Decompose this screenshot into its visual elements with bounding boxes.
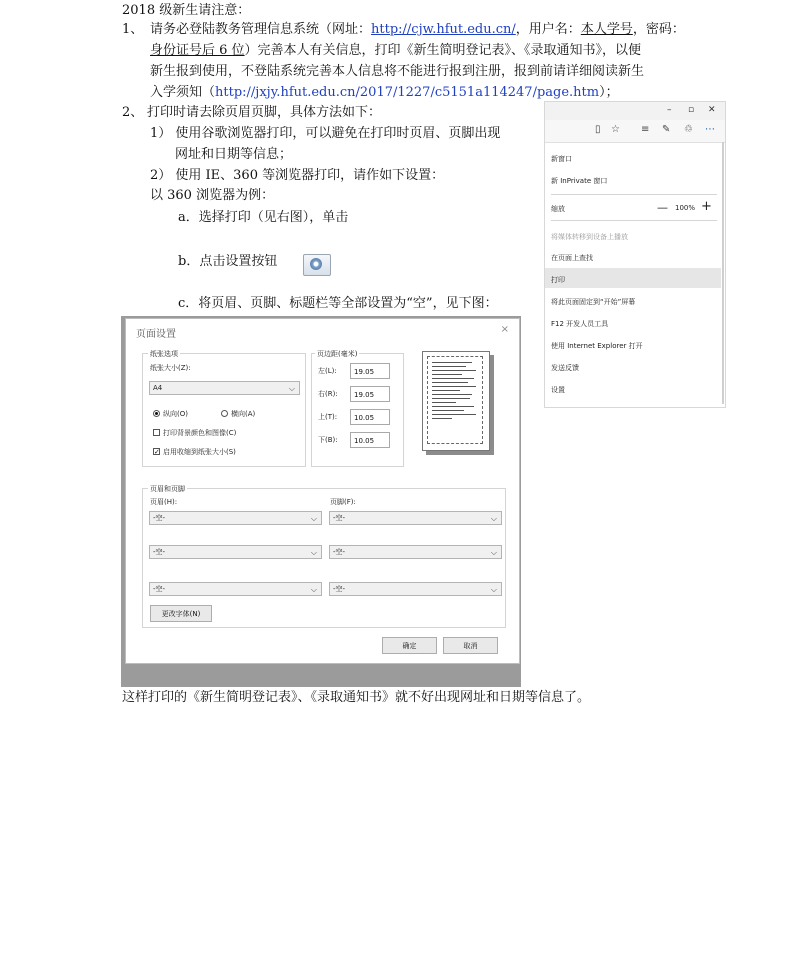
jwc-link[interactable]: http://cjw.hfut.edu.cn/ [371, 22, 516, 37]
menu-item-settings[interactable]: 设置 [551, 386, 565, 394]
item1-text-a: 请务必登陆教务管理信息系统（网址： [150, 22, 372, 37]
chevron-down-icon: ⌵ [490, 548, 497, 557]
step-a: a．选择打印（见右图），单击 [178, 210, 349, 225]
menu-item-cast: 将媒体转移到设备上播放 [551, 233, 628, 241]
preview-line [432, 414, 476, 415]
maximize-icon[interactable]: ▫ [688, 105, 695, 115]
dialog-title: 页面设置 [136, 329, 176, 340]
hub-icon[interactable]: ≡ [641, 124, 650, 135]
username-hint: 本人学号 [580, 22, 633, 37]
footer-label: 页脚(F): [330, 498, 356, 506]
zoom-in-icon[interactable]: + [701, 199, 712, 214]
notice-title: 2018 级新生请注意： [122, 3, 251, 18]
preview-margin-box [427, 356, 483, 444]
change-font-button[interactable]: 更改字体(N) [150, 605, 212, 622]
footer-value-1: -空- [333, 514, 346, 522]
item1-number: 1、 [122, 22, 144, 37]
margins-title: 页边距(毫米) [317, 350, 358, 358]
menu-toolbar [545, 120, 725, 143]
footer-select-2[interactable] [329, 545, 502, 559]
paper-size-value: A4 [153, 384, 163, 392]
footer-value-2: -空- [333, 548, 346, 556]
preview-line [432, 390, 460, 391]
item1-line1 [150, 22, 685, 38]
ok-button[interactable]: 确定 [382, 637, 437, 654]
shrink-checkbox[interactable]: ✓ [154, 448, 160, 456]
preview-line [432, 362, 472, 363]
minimize-icon[interactable]: – [667, 105, 672, 115]
preview-line [432, 374, 462, 375]
chevron-down-icon: ⌵ [310, 514, 317, 523]
right-margin-label: 右(R): [318, 390, 338, 398]
chevron-down-icon: ⌵ [490, 514, 497, 523]
footer-select-1[interactable] [329, 511, 502, 525]
preview-line [432, 410, 464, 411]
menu-item-zoom: 缩放 [551, 205, 565, 213]
zoom-out-icon[interactable]: — [657, 201, 668, 214]
paper-options-title: 纸张选项 [150, 350, 178, 358]
right-margin-input[interactable]: 19.05 [350, 386, 390, 402]
menu-item-new-window[interactable]: 新窗口 [551, 155, 572, 163]
bottom-margin-label: 下(B): [318, 436, 338, 444]
preview-line [432, 402, 456, 403]
menu-scrollbar[interactable] [722, 142, 724, 404]
chevron-down-icon: ⌵ [288, 384, 295, 393]
print-bg-label: 打印背景颜色和图像(C) [163, 429, 237, 437]
header-select-3[interactable] [149, 582, 322, 596]
paper-size-label: 纸张大小(Z): [150, 364, 191, 372]
menu-item-devtools[interactable]: F12 开发人员工具 [551, 320, 609, 328]
gear-icon [310, 258, 322, 270]
menu-separator [551, 194, 717, 195]
shrink-label: 启用收缩到纸张大小(S) [163, 448, 236, 456]
preview-line [432, 370, 476, 371]
more-icon[interactable]: ⋯ [705, 124, 715, 135]
menu-highlight [545, 268, 721, 288]
close-icon[interactable]: ✕ [708, 105, 716, 115]
step-c: c．将页眉、页脚、标题栏等全部设置为“空”，见下图： [178, 296, 498, 311]
preview-line [432, 406, 474, 407]
menu-item-print[interactable]: 打印 [551, 276, 565, 284]
preview-line [432, 382, 468, 383]
preview-line [432, 378, 474, 379]
item1-text-d: ）完善本人有关信息，打印《新生简明登记表》、《录取通知书》，以便 [244, 43, 642, 58]
reading-view-icon[interactable]: ▯ [595, 124, 601, 135]
portrait-radio[interactable] [153, 410, 160, 417]
cancel-button[interactable]: 取消 [443, 637, 498, 654]
preview-line [432, 398, 470, 399]
menu-item-find[interactable]: 在页面上查找 [551, 254, 593, 262]
print-bg-checkbox[interactable] [153, 429, 160, 436]
landscape-label: 横向(A) [231, 410, 256, 418]
header-value-1: -空- [153, 514, 166, 522]
menu-item-open-ie[interactable]: 使用 Internet Explorer 打开 [551, 342, 643, 350]
password-hint: 身份证号后 6 位 [150, 43, 245, 58]
item2-number: 2、 [122, 105, 144, 120]
item1-line4 [150, 85, 619, 101]
chevron-down-icon: ⌵ [310, 548, 317, 557]
browser-menu-screenshot [544, 101, 726, 408]
preview-line [432, 394, 472, 395]
paper-size-select[interactable] [149, 381, 300, 395]
step1-line1: 1） 使用谷歌浏览器打印，可以避免在打印时页眉、页脚出现 [150, 126, 501, 141]
jxjy-link[interactable]: http://jxjy.hfut.edu.cn/2017/1227/c5151a114247/page.htm [215, 85, 600, 100]
item2-text: 打印时请去除页眉页脚，具体方法如下： [147, 105, 382, 120]
top-margin-label: 上(T): [318, 413, 338, 421]
menu-item-pin[interactable]: 将此页面固定到“开始”屏幕 [551, 298, 636, 306]
footer-select-3[interactable] [329, 582, 502, 596]
item1-text-c: ，密码： [632, 22, 685, 37]
landscape-radio[interactable] [221, 410, 228, 417]
header-select-1[interactable] [149, 511, 322, 525]
menu-titlebar [545, 102, 725, 120]
note-icon[interactable]: ✎ [662, 124, 671, 135]
header-footer-title: 页眉和页脚 [150, 485, 185, 493]
header-select-2[interactable] [149, 545, 322, 559]
step-b: b．点击设置按钮 [178, 254, 278, 269]
left-margin-input[interactable]: 19.05 [350, 363, 390, 379]
dialog-close-icon[interactable]: × [500, 324, 509, 335]
favorite-star-icon[interactable]: ☆ [611, 124, 620, 135]
share-icon[interactable]: ♲ [684, 124, 693, 135]
chevron-down-icon: ⌵ [490, 585, 497, 594]
step1-line2: 网址和日期等信息； [175, 147, 293, 162]
portrait-label: 纵向(O) [163, 410, 188, 418]
header-value-2: -空- [153, 548, 166, 556]
step2: 2） 使用 IE、360 等浏览器打印，请作如下设置： [150, 168, 445, 183]
menu-item-inprivate[interactable]: 新 InPrivate 窗口 [551, 177, 608, 185]
menu-item-feedback[interactable]: 发送反馈 [551, 364, 579, 372]
footer-sentence: 这样打印的《新生简明登记表》、《录取通知书》就不好出现网址和日期等信息了。 [122, 690, 591, 705]
page-setup-dialog [125, 318, 520, 664]
header-value-3: -空- [153, 585, 166, 593]
left-margin-label: 左(L): [318, 367, 337, 375]
preview-line [432, 386, 476, 387]
item1-line2 [150, 43, 641, 59]
example-360: 以 360 浏览器为例： [150, 188, 275, 203]
settings-button[interactable] [303, 254, 331, 276]
chevron-down-icon: ⌵ [310, 585, 317, 594]
header-label: 页眉(H): [150, 498, 178, 506]
item1-text-b: ，用户名： [515, 22, 581, 37]
bottom-margin-input[interactable]: 10.05 [350, 432, 390, 448]
preview-line [432, 418, 452, 419]
top-margin-input[interactable]: 10.05 [350, 409, 390, 425]
preview-line [432, 366, 466, 367]
item1-text-e: 入学须知（ [150, 85, 216, 100]
menu-separator [551, 220, 717, 221]
item1-text-f: ）； [599, 85, 619, 100]
page-preview [422, 351, 490, 451]
footer-value-3: -空- [333, 585, 346, 593]
zoom-value: 100% [675, 204, 696, 212]
item1-line3: 新生报到使用，不登陆系统完善本人信息将不能进行报到注册，报到前请详细阅读新生 [150, 64, 645, 79]
